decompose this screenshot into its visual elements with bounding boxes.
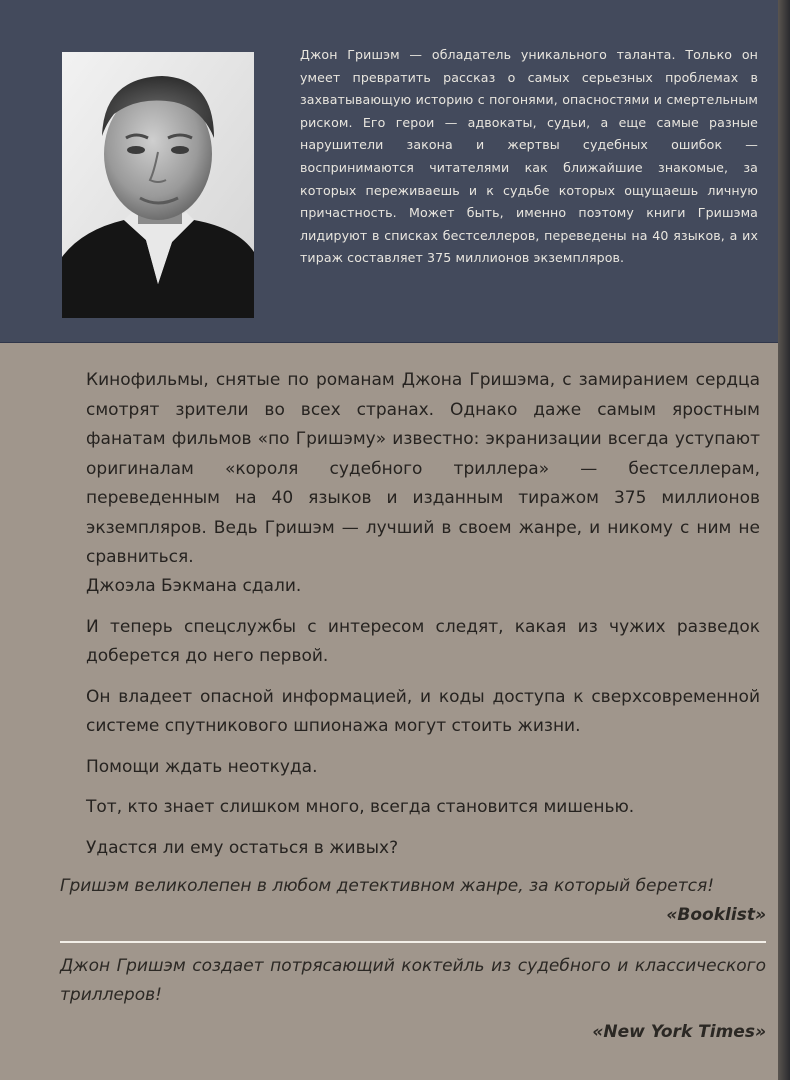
review-text: Гришэм великолепен в любом детективном жанре, за который берется!: [60, 876, 715, 896]
review-quote-nyt: [60, 952, 766, 1047]
plot-line: И теперь спецслужбы с интересом следят, какая из чужих разведок доберется до него первой.: [86, 616, 760, 666]
review-text: Джон Гришэм создает потрясающий коктейль из судебного и классического триллеров!: [60, 956, 766, 1005]
plot-line: Тот, кто знает слишком много, всегда становится мишенью.: [86, 797, 635, 817]
author-photo: [62, 52, 254, 318]
author-band: [0, 0, 778, 343]
review-source: «Booklist»: [666, 905, 766, 925]
promo-paragraph: Кинофильмы, снятые по романам Джона Гришэма, с замиранием сердца смотрят зрители во всех странах. Однако даже самым яростным фанатам фильмов «по Гришэму» известно: экранизации всегда уступают оригиналам «короля судебного триллера» — бестселлерам, переведенным на 40 языков и изданным тиражом 375 миллионов экземпляров. Ведь Гришэм — лучший в своем жанре, и никому с ним не сравниться.: [86, 370, 760, 567]
author-bio: Джон Гришэм — обладатель уникального таланта. Только он умеет превратить рассказ о самых серьезных проблемах в захватывающую историю с погонями, опасностями и смертельным риском. Его герои — адвокаты, судьи, а еще самые разные нарушители закона и жертвы судебных ошибок — воспринимаются читателями как ближайшие знакомые, за которых переживаешь и к судьбе которых ощущаешь личную причастность. Может быть, именно поэтому книги Гришэма лидируют в списках бестселлеров, переведены на 40 языков, а их тираж составляет 375 миллионов экземпляров.: [300, 47, 758, 266]
quote-divider: [60, 941, 766, 943]
plot-line: Джоэла Бэкмана сдали.: [86, 576, 302, 596]
review-source: «New York Times»: [592, 1022, 766, 1042]
plot-line: Помощи ждать неоткуда.: [86, 756, 318, 777]
book-spine-edge: [778, 0, 790, 1080]
plot-summary: [86, 572, 760, 874]
plot-line: Удастся ли ему остаться в живых?: [86, 837, 399, 858]
review-quote-booklist: [60, 872, 766, 930]
author-portrait-image: [62, 52, 254, 318]
plot-line: Он владеет опасной информацией, и коды доступа к сверхсовременной системе спутникового шпионажа могут стоить жизни.: [86, 686, 760, 736]
